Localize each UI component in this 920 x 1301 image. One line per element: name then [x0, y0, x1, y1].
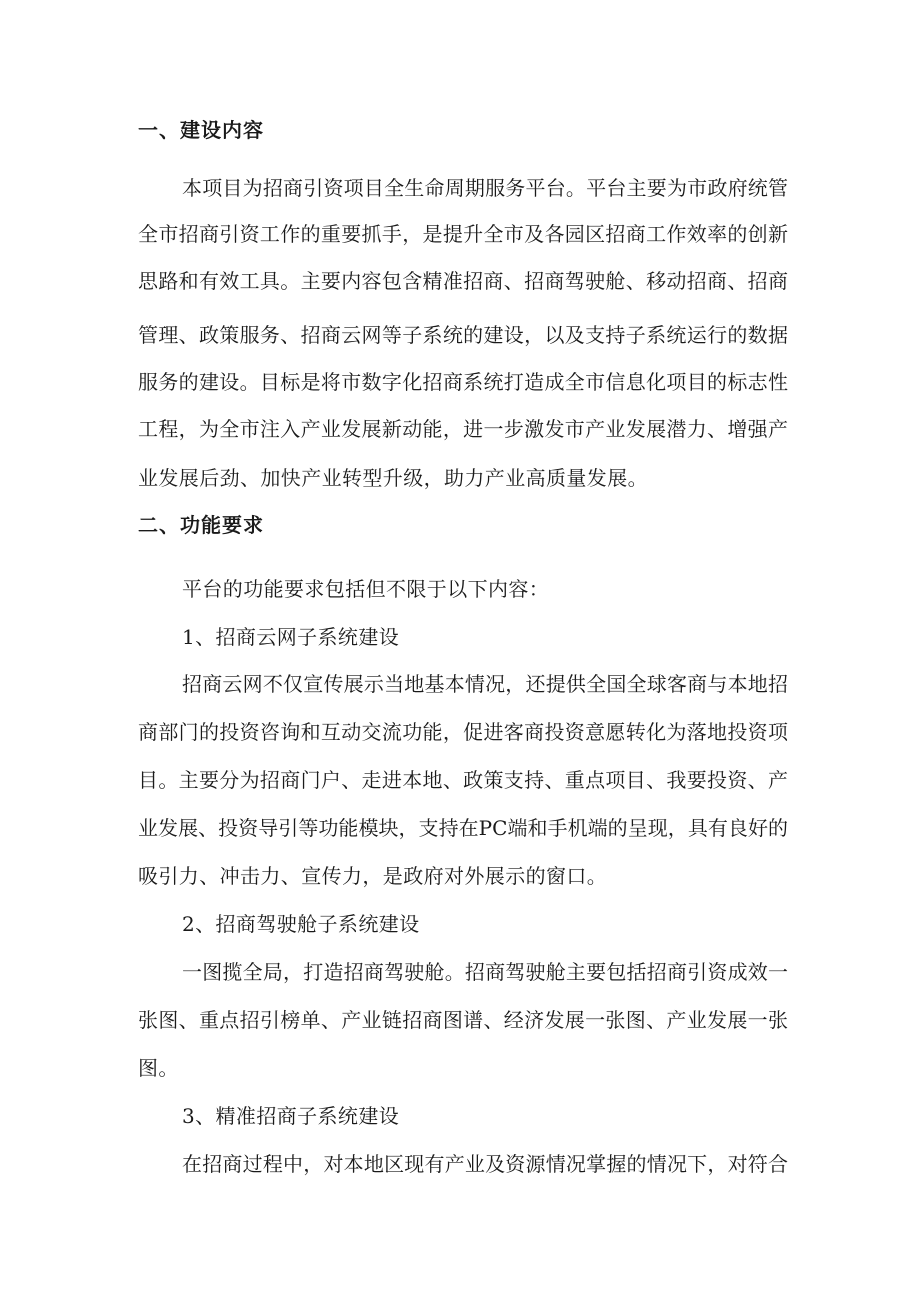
paragraph-line: 商部门的投资咨询和互动交流功能，促进客商投资意愿转化为落地投资项 — [138, 720, 788, 744]
item-title: 2、招商驾驶舱子系统建设 — [182, 912, 420, 936]
paragraph-line: 业发展、投资导引等功能模块，支持在PC端和手机端的呈现，具有良好的 — [138, 816, 788, 840]
paragraph-line: 管理、政策服务、招商云网等子系统的建设，以及支持子系统运行的数据 — [138, 323, 788, 347]
paragraph-line: 业发展后劲、加快产业转型升级，助力产业高质量发展。 — [138, 466, 648, 490]
item-title: 1、招商云网子系统建设 — [182, 625, 400, 649]
paragraph-line: 招商云网不仅宣传展示当地基本情况，还提供全国全球客商与本地招 — [182, 672, 788, 696]
paragraph-line: 一图揽全局，打造招商驾驶舱。招商驾驶舱主要包括招商引资成效一 — [182, 960, 788, 984]
paragraph-line: 吸引力、冲击力、宣传力，是政府对外展示的窗口。 — [138, 864, 608, 888]
item-title: 3、精准招商子系统建设 — [182, 1104, 400, 1128]
section-heading-construction: 一、建设内容 — [138, 118, 264, 142]
section-heading-requirements: 二、功能要求 — [138, 513, 264, 537]
paragraph-line: 图。 — [138, 1056, 179, 1080]
paragraph-line: 全市招商引资工作的重要抓手，是提升全市及各园区招商工作效率的创新 — [138, 222, 788, 246]
paragraph-line: 思路和有效工具。主要内容包含精准招商、招商驾驶舱、移动招商、招商 — [138, 269, 788, 293]
paragraph-line: 平台的功能要求包括但不限于以下内容： — [182, 577, 550, 601]
paragraph-line: 本项目为招商引资项目全生命周期服务平台。平台主要为市政府统管 — [182, 176, 788, 200]
paragraph-line: 目。主要分为招商门户、走进本地、政策支持、重点项目、我要投资、产 — [138, 768, 788, 792]
paragraph-line: 张图、重点招引榜单、产业链招商图谱、经济发展一张图、产业发展一张 — [138, 1008, 788, 1032]
paragraph-line: 服务的建设。目标是将市数字化招商系统打造成全市信息化项目的标志性 — [138, 370, 788, 394]
paragraph-line: 工程，为全市注入产业发展新动能，进一步激发市产业发展潜力、增强产 — [138, 417, 788, 441]
paragraph-line: 在招商过程中，对本地区现有产业及资源情况掌握的情况下，对符合 — [182, 1152, 788, 1176]
